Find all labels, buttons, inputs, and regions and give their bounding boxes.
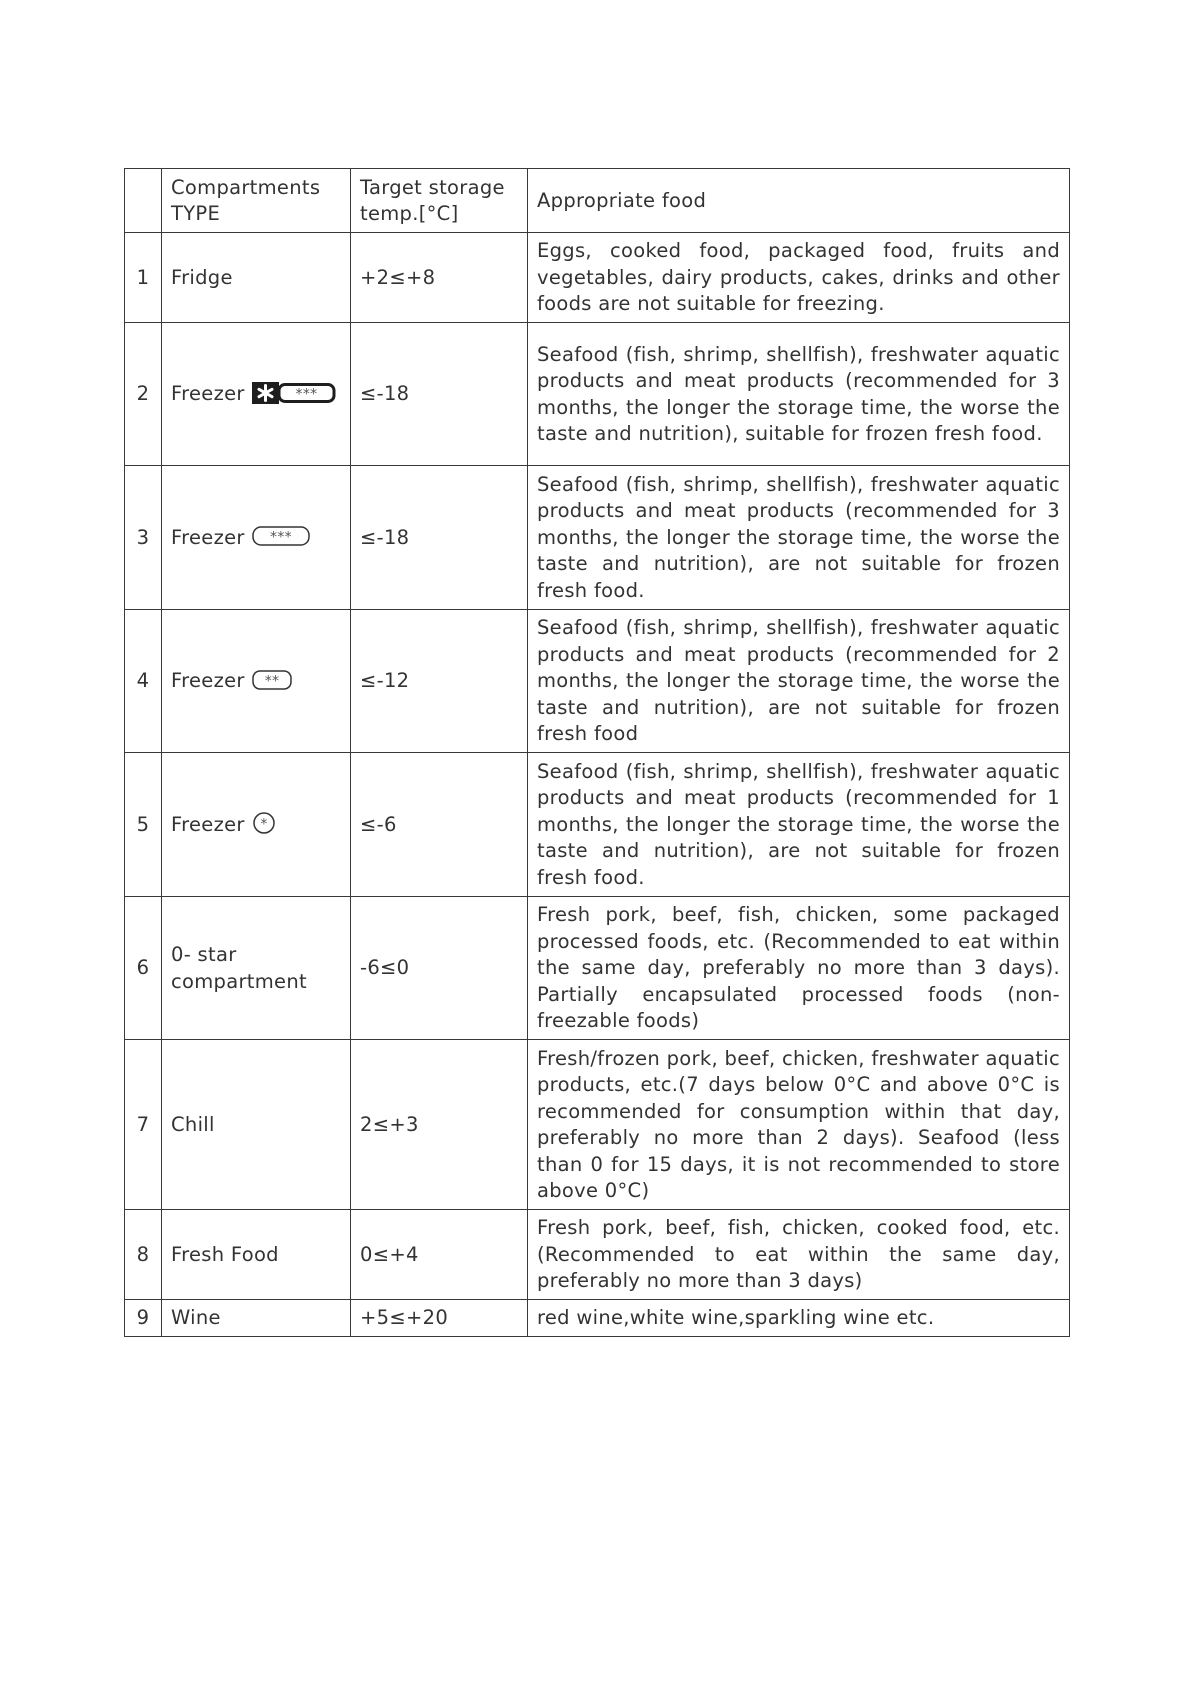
header-type-line-1: Compartments (171, 175, 321, 199)
row-temp: ≤-12 (351, 610, 528, 753)
row-type-label: Freezer (171, 669, 245, 693)
row-number: 7 (125, 1040, 162, 1210)
row-temp: -6≤0 (351, 897, 528, 1040)
row-temp: ≤-18 (351, 323, 528, 466)
header-temp-cell (351, 169, 528, 233)
table-header-row (125, 169, 1070, 233)
table-row (125, 610, 1070, 753)
svg-text:***: *** (269, 529, 292, 546)
row-food: Eggs, cooked food, packaged food, fruits and vegetables, dairy products, cakes, drinks and other foods are not suitable for freezing. (528, 233, 1070, 323)
row-type (162, 1040, 351, 1210)
header-type-line-2: TYPE (171, 202, 221, 225)
row-number: 9 (125, 1300, 162, 1337)
row-temp: ≤-18 (351, 466, 528, 610)
table-row (125, 897, 1070, 1040)
row-food: Fresh pork, beef, fish, chicken, cooked food, etc. (Recommended to eat within the same day, preferably no more than 3 days) (528, 1210, 1070, 1300)
row-food: Seafood (fish, shrimp, shellfish), freshwater aquatic products and meat products (recommended for 3 months, the longer the storage time, the worse the taste and nutrition), are not suitable for frozen fresh food. (528, 466, 1070, 610)
row-type-line-2: compartment (171, 969, 307, 993)
table-row (125, 466, 1070, 610)
header-food-cell: Appropriate food (528, 169, 1070, 233)
row-type-line-1: 0- star (171, 943, 237, 966)
svg-text:**: ** (264, 673, 280, 690)
row-type (162, 1300, 351, 1337)
row-number: 2 (125, 323, 162, 466)
header-temp-line-1: Target storage (360, 175, 505, 199)
four-star-freezer-icon (252, 382, 336, 404)
table-row (125, 1210, 1070, 1300)
row-food: Fresh/frozen pork, beef, chicken, freshwater aquatic products, etc.(7 days below 0°C and above 0°C is recommended for consumption within that day, preferably no more than 2 days). Seafood (less than 0 for 15 days, it is not recommended to store above 0°C) (528, 1040, 1070, 1210)
row-type (162, 1210, 351, 1300)
svg-text:***: *** (295, 386, 318, 403)
row-type-label: Freezer (171, 812, 245, 836)
row-temp: 0≤+4 (351, 1210, 528, 1300)
row-temp: ≤-6 (351, 753, 528, 897)
row-type-label: Freezer (171, 525, 245, 549)
table-row (125, 323, 1070, 466)
row-number: 1 (125, 233, 162, 323)
row-type-label: Freezer (171, 382, 245, 406)
table-row (125, 1040, 1070, 1210)
two-star-freezer-icon (252, 669, 292, 691)
row-type (162, 233, 351, 323)
compartment-storage-table (124, 168, 1070, 1337)
header-type-cell (162, 169, 351, 233)
row-temp: 2≤+3 (351, 1040, 528, 1210)
row-type-label: Chill (171, 1112, 215, 1136)
row-type-label: Fresh Food (171, 1242, 279, 1266)
row-number: 4 (125, 610, 162, 753)
row-food: Seafood (fish, shrimp, shellfish), freshwater aquatic products and meat products (recommended for 1 months, the longer the storage time, the worse the taste and nutrition), are not suitable for frozen fresh food. (528, 753, 1070, 897)
table-row (125, 753, 1070, 897)
three-star-freezer-icon (252, 525, 310, 547)
row-type (162, 897, 351, 1040)
row-type-label: Wine (171, 1306, 221, 1330)
row-type (162, 323, 351, 466)
row-number: 5 (125, 753, 162, 897)
one-star-freezer-icon (252, 811, 276, 835)
table-row (125, 233, 1070, 323)
row-number: 6 (125, 897, 162, 1040)
row-temp: +2≤+8 (351, 233, 528, 323)
row-food: Fresh pork, beef, fish, chicken, some packaged processed foods, etc. (Recommended to eat within the same day, preferably no more than 3 days). Partially encapsulated processed foods (non-freezable foods) (528, 897, 1070, 1040)
row-type-label: Fridge (171, 265, 233, 289)
row-number: 3 (125, 466, 162, 610)
row-food: red wine,white wine,sparkling wine etc. (528, 1300, 1070, 1337)
header-temp-line-2: temp.[°C] (360, 202, 459, 225)
row-type (162, 610, 351, 753)
svg-text:*: * (260, 816, 268, 833)
row-temp: +5≤+20 (351, 1300, 528, 1337)
row-food: Seafood (fish, shrimp, shellfish), freshwater aquatic products and meat products (recommended for 2 months, the longer the storage time, the worse the taste and nutrition), are not suitable for frozen fresh food (528, 610, 1070, 753)
header-number-cell (125, 169, 162, 233)
row-number: 8 (125, 1210, 162, 1300)
row-food: Seafood (fish, shrimp, shellfish), freshwater aquatic products and meat products (recommended for 3 months, the longer the storage time, the worse the taste and nutrition), suitable for frozen fresh food. (528, 323, 1070, 466)
row-type (162, 466, 351, 610)
row-type (162, 753, 351, 897)
table-row (125, 1300, 1070, 1337)
